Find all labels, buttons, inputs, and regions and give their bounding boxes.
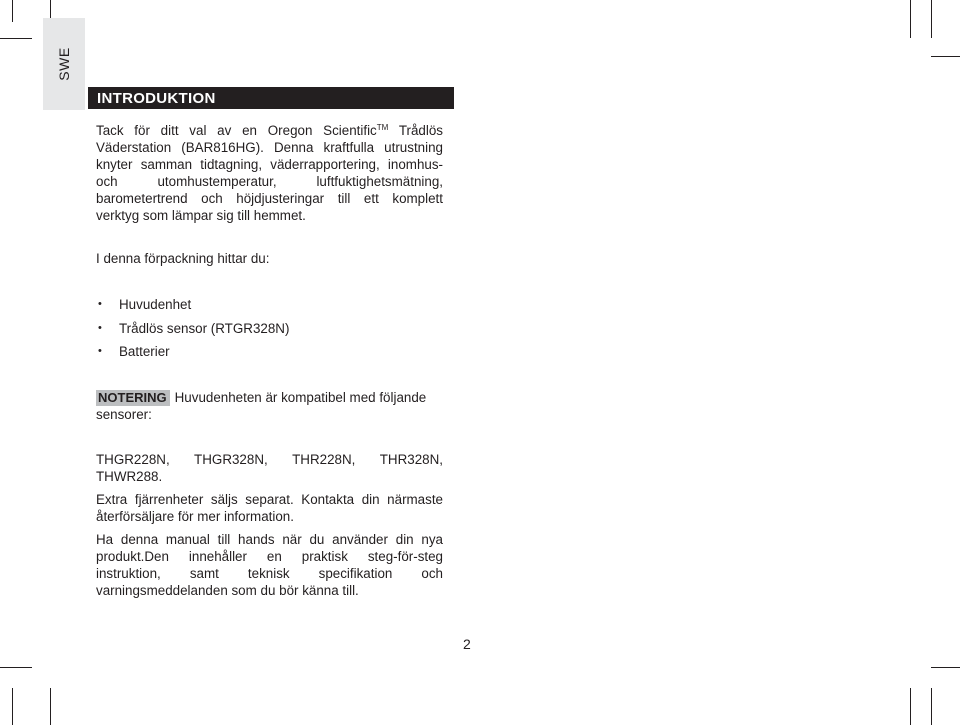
- crop-mark: [50, 688, 51, 725]
- manual-line-3: instruktion, samt teknisk specifikation och: [96, 566, 443, 581]
- section-title: INTRODUKTION: [97, 90, 216, 107]
- crop-mark: [12, 0, 13, 22]
- extra-paragraph: [96, 491, 443, 525]
- language-tab: [43, 18, 85, 110]
- intro-line-5: barometertrend och höjdjusteringar till ett komplett: [96, 191, 443, 206]
- intro-line-1: Tack för ditt val av en Oregon Scientific™ Trådlös: [96, 123, 444, 138]
- sensor-line-1: THGR228N, THGR328N, THR228N, THR328N,: [96, 452, 443, 467]
- bullet-icon: •: [98, 321, 102, 334]
- crop-mark: [910, 688, 911, 725]
- page-number: 2: [463, 636, 471, 652]
- crop-mark: [931, 56, 960, 57]
- manual-line-4: varningsmeddelanden som du bör känna till.: [96, 583, 359, 598]
- note-label: NOTERING: [96, 390, 170, 406]
- language-tab-label: SWE: [56, 47, 72, 81]
- intro-line-4: och utomhustemperatur, luftfuktighetsmätning,: [96, 174, 443, 189]
- note-text-line-1: Huvudenheten är kompatibel med följande: [174, 390, 427, 405]
- list-item: • Huvudenhet: [98, 297, 192, 312]
- crop-mark: [931, 667, 960, 668]
- extra-line-2: återförsäljare för mer information.: [96, 509, 294, 524]
- package-list: [96, 296, 289, 367]
- manual-paragraph: [96, 531, 443, 599]
- intro-paragraph: [96, 119, 443, 224]
- bullet-icon: •: [98, 345, 102, 357]
- note-paragraph: [96, 389, 443, 423]
- list-item: • Batterier: [98, 344, 170, 359]
- manual-line-2: produkt.Den innehåller en praktisk steg-för-steg: [96, 549, 443, 564]
- manual-line-1: Ha denna manual till hands när du använder din nya: [96, 532, 443, 547]
- crop-mark: [910, 0, 911, 38]
- crop-mark: [0, 667, 32, 668]
- list-item: • Trådlös sensor (RTGR328N): [98, 320, 290, 336]
- crop-mark: [931, 0, 932, 38]
- package-heading: I denna förpackning hittar du:: [96, 251, 270, 266]
- sensor-line-2: THWR288.: [96, 469, 163, 484]
- intro-line-3: knyter samman tidtagning, väderrapportering, inomhus-: [96, 157, 443, 172]
- trademark-mark: TM: [376, 123, 389, 132]
- section-header: [88, 87, 454, 109]
- crop-mark: [0, 38, 32, 39]
- intro-line-6: verktyg som lämpar sig till hemmet.: [96, 208, 306, 223]
- crop-mark: [931, 688, 932, 725]
- crop-mark: [12, 688, 13, 725]
- intro-line-2: Väderstation (BAR816HG). Denna kraftfulla utrustning: [96, 140, 443, 155]
- note-text-line-2: sensorer:: [96, 407, 152, 422]
- bullet-icon: •: [98, 298, 102, 310]
- extra-line-1: Extra fjärrenheter säljs separat. Kontakta din närmaste: [96, 492, 443, 507]
- sensor-list: [96, 451, 443, 485]
